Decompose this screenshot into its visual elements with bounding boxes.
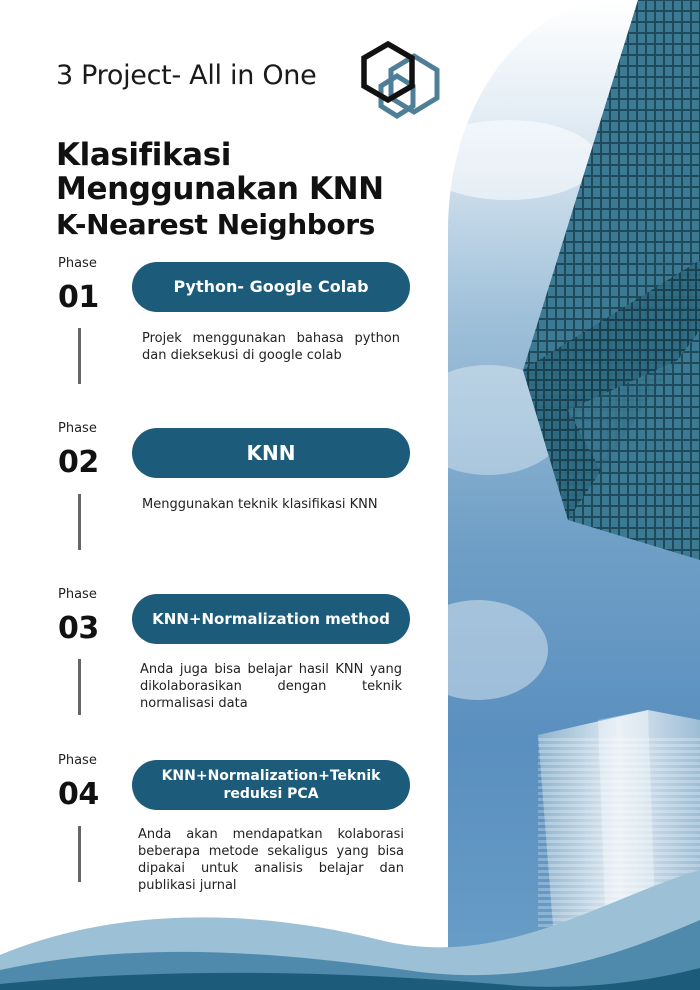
phase-label: Phase <box>58 421 97 436</box>
phase-pill: KNN <box>132 428 410 478</box>
phase-label: Phase <box>58 256 97 271</box>
phase-description: Anda juga bisa belajar hasil KNN yang dikolaborasikan dengan teknik normalisasi data <box>140 662 402 711</box>
title-line-2: Menggunakan KNN <box>56 171 384 207</box>
title-line-3: K-Nearest Neighbors <box>56 208 375 241</box>
main-title <box>56 138 384 244</box>
phase-divider <box>78 826 81 882</box>
title-line-1: Klasifikasi <box>56 137 231 173</box>
phase-number: 02 <box>58 445 99 480</box>
phase-label: Phase <box>58 587 97 602</box>
phase-number: 04 <box>58 777 99 812</box>
phase-divider <box>78 659 81 715</box>
phase-divider <box>78 494 81 550</box>
phase-number: 03 <box>58 611 99 646</box>
phase-pill: Python- Google Colab <box>132 262 410 312</box>
phase-number: 01 <box>58 280 99 315</box>
skyscraper-photo <box>448 0 700 990</box>
phase-description: Anda akan mendapatkan kolaborasi beberapa metode sekaligus yang bisa dipakai untuk analisis belajar dan publikasi jurnal <box>138 827 404 893</box>
phase-pill: KNN+Normalization+Teknik reduksi PCA <box>132 760 410 810</box>
header-title: 3 Project- All in One <box>56 60 317 91</box>
phase-divider <box>78 328 81 384</box>
phase-label: Phase <box>58 753 97 768</box>
phase-pill: KNN+Normalization method <box>132 594 410 644</box>
phase-description: Menggunakan teknik klasifikasi KNN <box>142 497 378 512</box>
phase-description: Projek menggunakan bahasa python dan dieksekusi di google colab <box>142 331 400 363</box>
hexagon-logo-icon <box>352 40 442 122</box>
